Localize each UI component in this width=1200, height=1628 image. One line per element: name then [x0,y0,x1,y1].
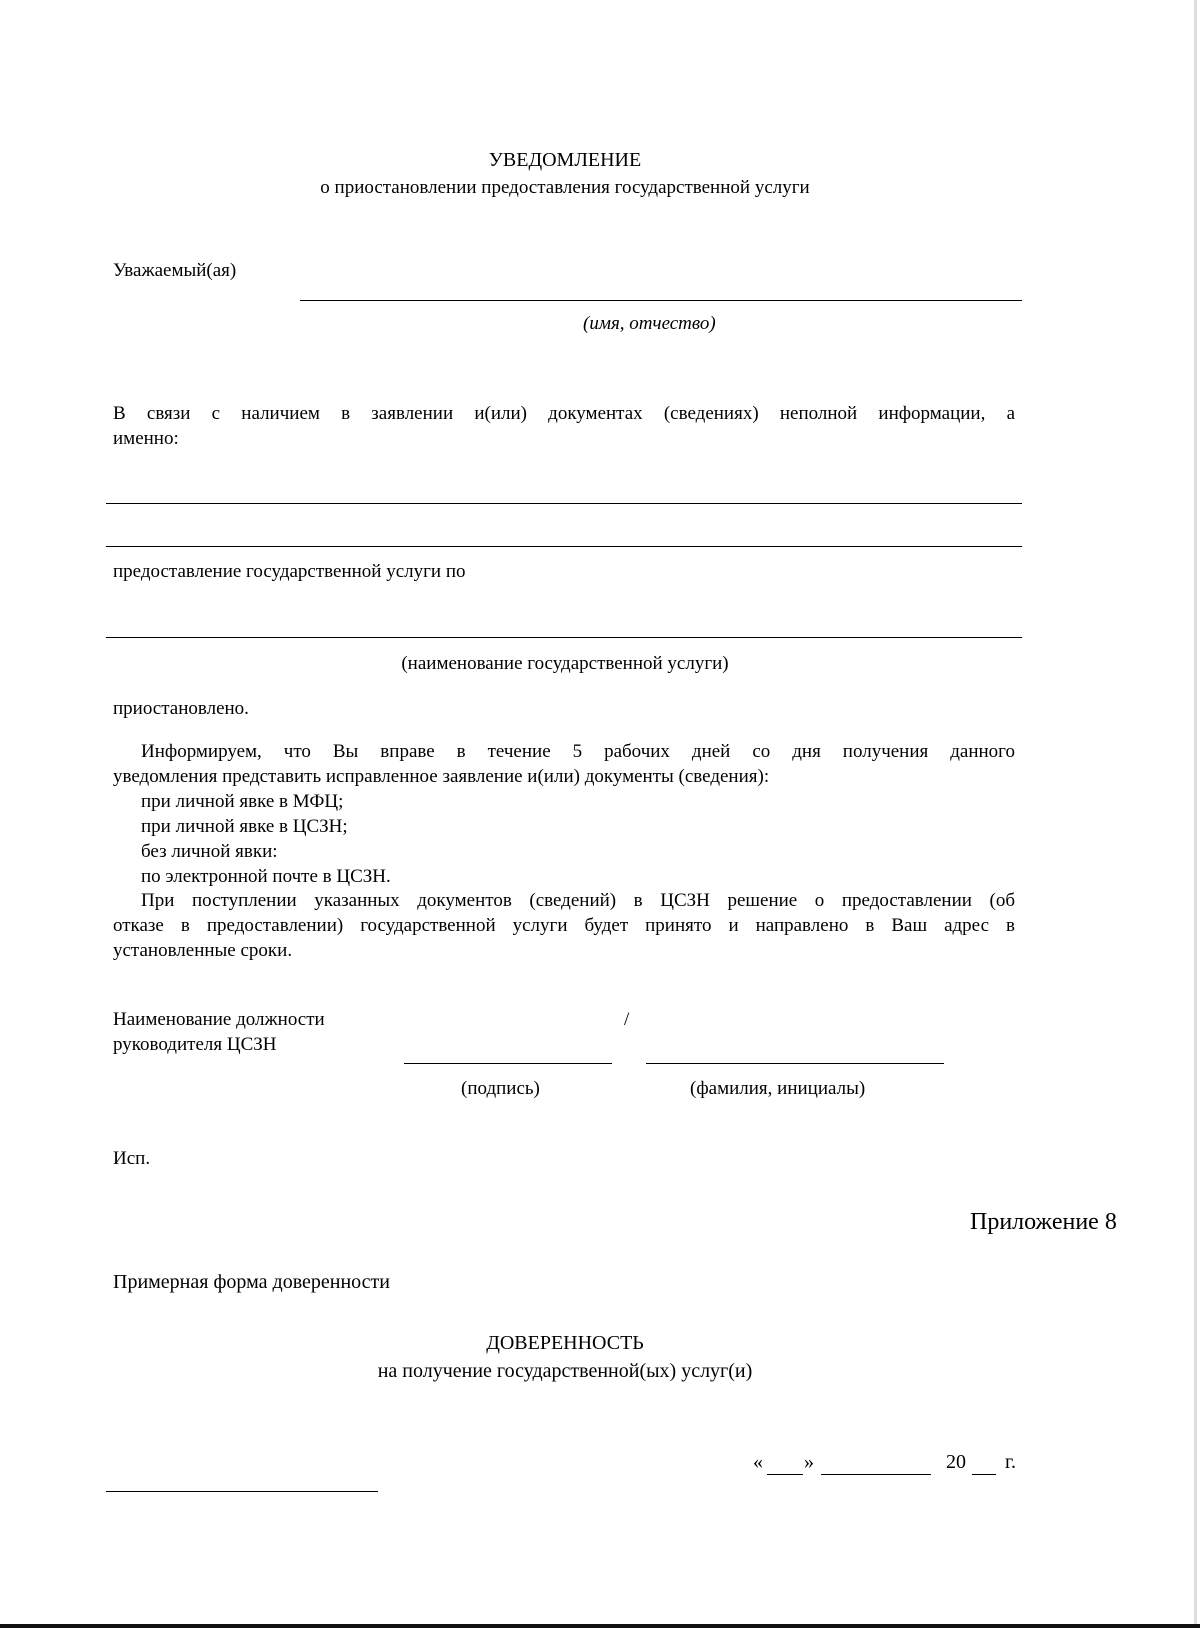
city-line [106,1491,378,1492]
inform-line-2: уведомления представить исправленное заявление и(или) документы (сведения): [113,766,770,787]
appendix-label: Приложение 8 [970,1209,1117,1235]
executor-label: Исп. [113,1148,151,1169]
fullname-caption: (фамилия, инициалы) [690,1078,866,1099]
date-year-line [972,1474,996,1475]
name-caption: (имя, отчество) [583,313,716,334]
service-caption: (наименование государственной услуги) [401,653,729,674]
position-line-1: Наименование должности [113,1009,325,1030]
fullname-line [646,1063,944,1064]
position-line-2: руководителя ЦСЗН [113,1034,277,1055]
reason-line-1: В связи с наличием в заявлении и(или) документах (сведениях) неполной информации, а [113,403,1015,424]
service-intro: предоставление государственной услуги по [113,561,466,582]
date-open-quote: « [753,1451,763,1473]
notice-title: УВЕДОМЛЕНИЕ [488,149,642,171]
date-month-line [821,1474,931,1475]
poa-title: ДОВЕРЕННОСТЬ [486,1332,644,1354]
name-line [300,300,1022,301]
date-suffix: г. [1005,1451,1016,1473]
option-mfc: при личной явке в МФЦ; [141,791,344,812]
inform-line-1: Информируем, что Вы вправе в течение 5 рабочих дней со дня получения данного [141,741,1015,762]
option-remote: без личной явки: [141,841,278,862]
reason-line-2: именно: [113,428,179,449]
service-name-line [106,637,1022,638]
suspended-text: приостановлено. [113,698,249,719]
date-day-line [767,1474,803,1475]
notice-subtitle: о приостановлении предоставления государственной услуги [320,177,810,198]
date-close-quote: » [804,1451,814,1473]
option-email: по электронной почте в ЦСЗН. [141,866,391,887]
reason-blank-line-2 [106,546,1022,547]
salutation: Уважаемый(ая) [113,260,237,281]
signature-slash: / [624,1009,630,1030]
decision-line-1: При поступлении указанных документов (сведений) в ЦСЗН решение о предоставлении (об [141,890,1015,911]
form-title: Примерная форма доверенности [113,1271,390,1293]
reason-blank-line-1 [106,503,1022,504]
decision-line-3: установленные сроки. [113,940,293,961]
signature-caption: (подпись) [461,1078,540,1099]
date-year-prefix: 20 [946,1451,966,1473]
option-cszn: при личной явке в ЦСЗН; [141,816,348,837]
signature-line [404,1063,612,1064]
decision-line-2: отказе в предоставлении) государственной услуги будет принято и направлено в Ваш адрес в [113,915,1015,936]
scan-edge-right [1194,0,1197,1628]
scan-edge-bottom [0,1624,1200,1628]
poa-subtitle: на получение государственной(ых) услуг(и) [377,1360,753,1382]
